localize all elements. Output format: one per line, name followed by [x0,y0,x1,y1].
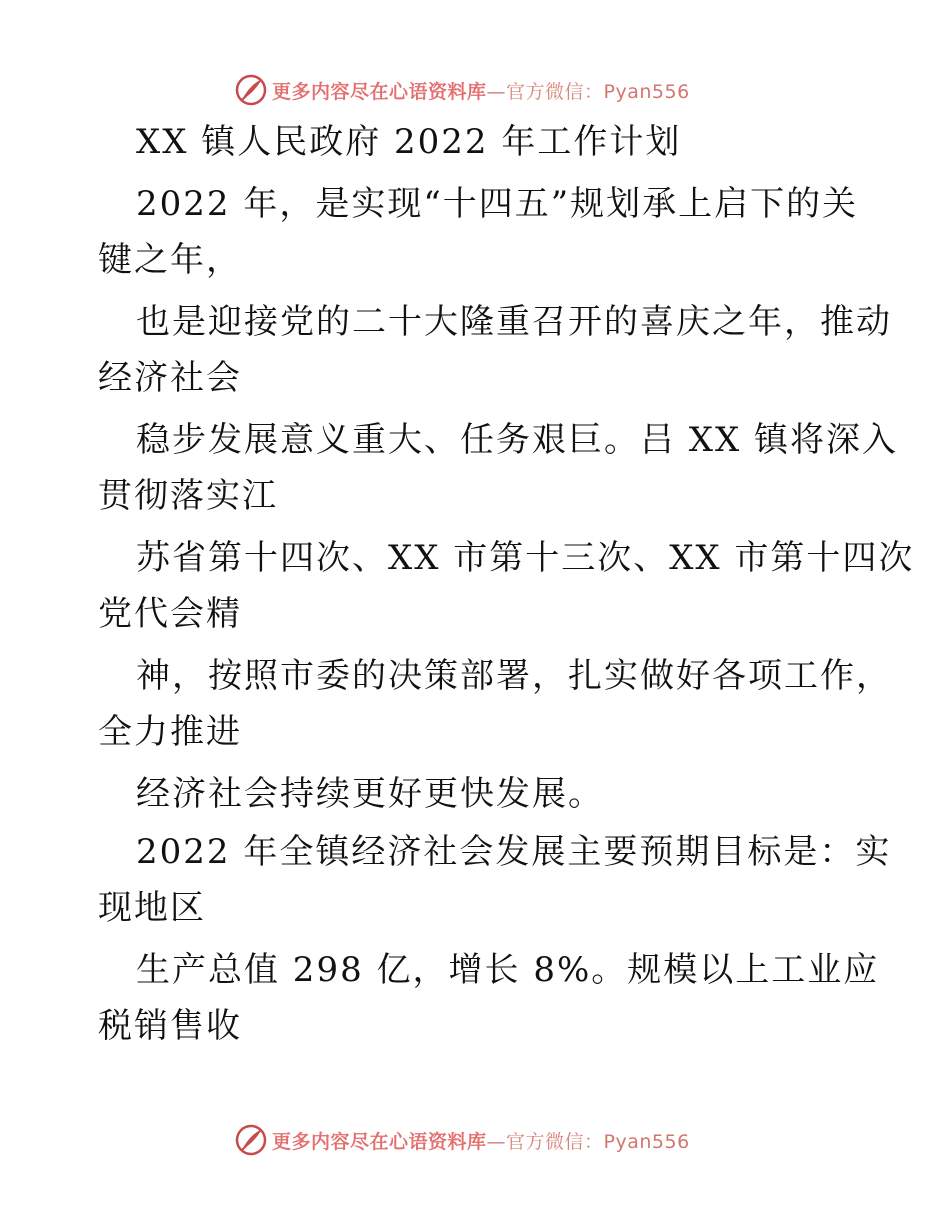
paragraph-line: 税销售收 [98,1006,242,1046]
paragraph-line: 经济社会 [98,358,242,398]
watermark-text: 更多内容尽在心语资料库 [272,1130,487,1153]
paragraph-line: 生产总值 298 亿，增长 8%。规模以上工业应 [136,950,880,990]
paragraph-line: 2022 年全镇经济社会发展主要预期目标是：实 [136,832,892,872]
paragraph-line: 贯彻落实江 [98,476,278,516]
watermark-header [234,72,690,108]
paragraph-line: 2022 年，是实现“十四五”规划承上启下的关 [136,184,859,224]
paragraph-line: 现地区 [98,888,206,928]
paragraph-line: 键之年， [98,240,242,280]
paragraph-line: 党代会精 [98,594,242,634]
paragraph-line: 经济社会持续更好更快发展。 [136,774,604,814]
watermark-footer [234,1122,690,1158]
paragraph-line: 苏省第十四次、XX 市第十三次、XX 市第十四次 [136,538,915,578]
paragraph-line: 稳步发展意义重大、任务艰巨。吕 XX 镇将深入 [136,420,899,460]
paragraph-line: 全力推进 [98,712,242,752]
watermark-official-label: 官方微信： [506,1130,604,1153]
watermark-dash: — [486,1130,507,1153]
watermark-dash: — [486,80,507,103]
watermark-account-id: Pyan556 [603,80,690,103]
paragraph-line: 神，按照市委的决策部署，扎实做好各项工作， [136,656,892,696]
paragraph-line: 也是迎接党的二十大隆重召开的喜庆之年，推动 [136,302,892,342]
quill-logo-icon [234,73,268,107]
watermark-text: 更多内容尽在心语资料库 [272,80,487,103]
document-title: XX 镇人民政府 2022 年工作计划 [136,122,682,162]
quill-logo-icon [234,1123,268,1157]
watermark-official-label: 官方微信： [506,80,604,103]
watermark-account-id: Pyan556 [603,1130,690,1153]
